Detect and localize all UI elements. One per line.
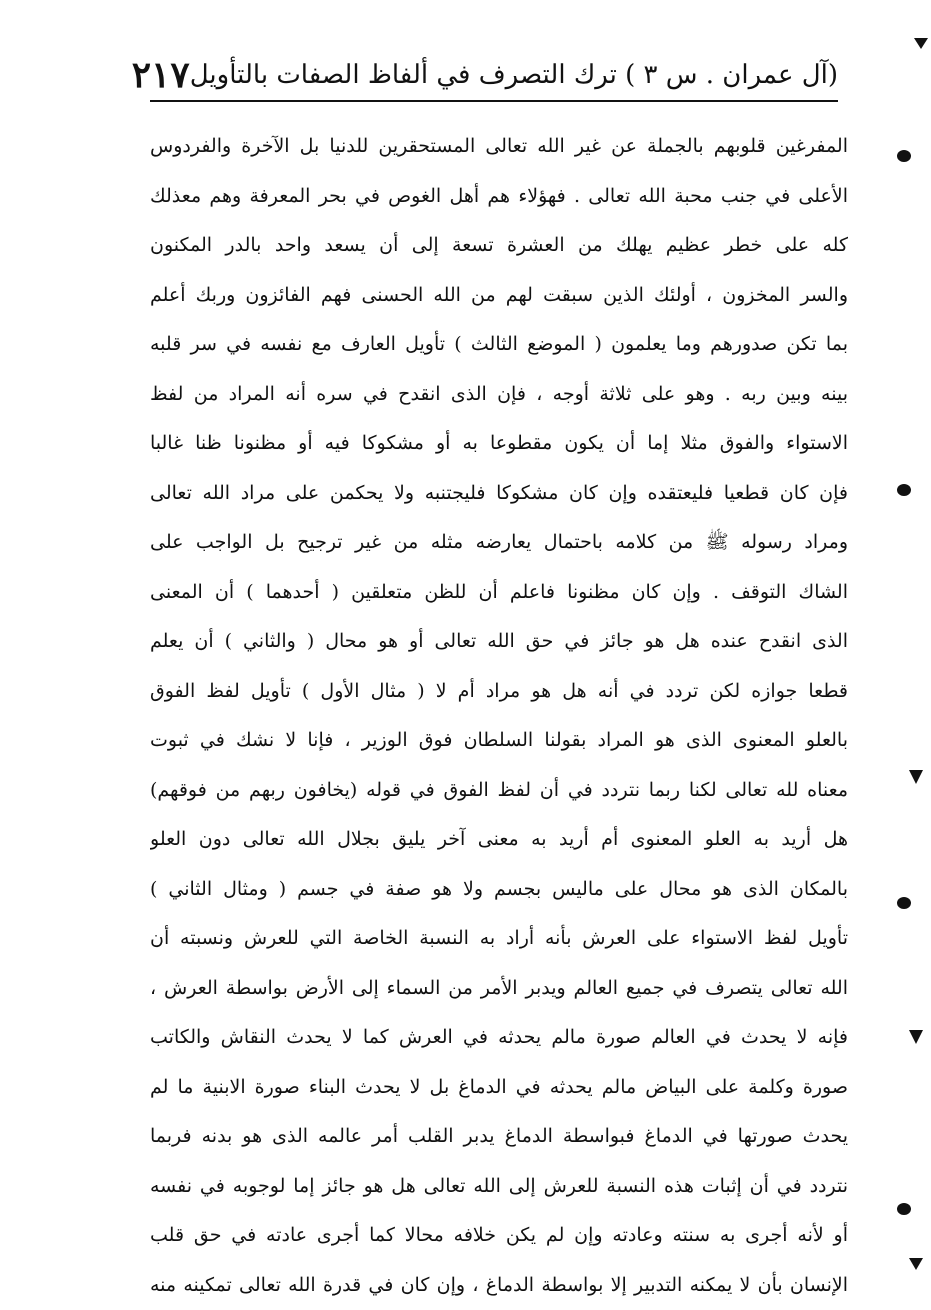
- text-line: فإنه لا يحدث في العالم صورة مالم يحدثه في العرش كما لا يحدث النقاش والكاتب: [150, 1013, 848, 1063]
- body-text: [150, 122, 848, 1310]
- text-line: نتردد في أن إثبات هذه النسبة للعرش إلى الله تعالى هل هو جائز إما لوجوبه في نفسه: [150, 1162, 848, 1212]
- text-line: بينه وبين ربه . وهو على ثلاثة أوجه ، فإن الذى انقدح في سره أنه المراد من لفظ: [150, 370, 848, 420]
- binding-mark: [909, 1030, 923, 1044]
- text-line: بما تكن صدورهم وما يعلمون ( الموضع الثالث ) تأويل العارف مع نفسه في سر قلبه: [150, 320, 848, 370]
- text-line: هل أريد به العلو المعنوى أم أريد به معنى آخر يليق بجلال الله تعالى دون العلو: [150, 815, 848, 865]
- binding-mark: [914, 38, 928, 49]
- text-line: الأعلى في جنب محبة الله تعالى . فهؤلاء هم أهل الغوص في بحر المعرفة وهم معذلك: [150, 172, 848, 222]
- text-line: فإن كان قطعيا فليعتقده وإن كان مشكوكا فليجتنبه ولا يحكمن على مراد الله تعالى: [150, 469, 848, 519]
- text-line: كله على خطر عظيم يهلك من العشرة تسعة إلى أن يسعد واحد بالدر المكنون: [150, 221, 848, 271]
- text-line: الإنسان بأن لا يمكنه التدبير إلا بواسطة الدماغ ، وإن كان في قدرة الله تعالى تمكينه منه: [150, 1261, 848, 1310]
- page-header: [150, 52, 838, 98]
- text-line: الشاك التوقف . وإن كان مظنونا فاعلم أن للظن متعلقين ( أحدهما ) أن المعنى: [150, 568, 848, 618]
- text-line: المفرغين قلوبهم بالجملة عن غير الله تعالى المستحقرين للدنيا بل الآخرة والفردوس: [150, 122, 848, 172]
- binding-mark: [909, 1258, 923, 1270]
- binding-mark: [897, 484, 911, 496]
- text-line: ومراد رسوله ﷺ من كلامه باحتمال يعارضه مثله من غير ترجيح بل الواجب على: [150, 518, 848, 568]
- text-line: بالعلو المعنوى الذى هو المراد بقولنا السلطان فوق الوزير ، فإنا لا نشك في ثبوت: [150, 716, 848, 766]
- text-line: أو لأنه أجرى به سنته وعادته وإن لم يكن خلافه محالا كما أجرى عادته في حق قلب: [150, 1211, 848, 1261]
- running-title: (آل عمران . س ٣ ) ترك التصرف في ألفاظ الصفات بالتأويل: [190, 60, 838, 90]
- text-line: الذى انقدح عنده هل هو جائز في حق الله تعالى أو هو محال ( والثاني ) أن يعلم: [150, 617, 848, 667]
- text-line: الاستواء والفوق مثلا إما أن يكون مقطوعا به أو مشكوكا فيه أو مظنونا ظنا غالبا: [150, 419, 848, 469]
- page-number: ٢١٧: [132, 54, 190, 96]
- text-line: معناه لله تعالى لكنا ربما نتردد في أن لفظ الفوق في قوله (يخافون ربهم من فوقهم): [150, 766, 848, 816]
- text-line: تأويل لفظ الاستواء على العرش بأنه أراد به النسبة الخاصة التي للعرش ونسبته أن: [150, 914, 848, 964]
- text-line: قطعا جوازه لكن تردد في أنه هل هو مراد أم لا ( مثال الأول ) تأويل لفظ الفوق: [150, 667, 848, 717]
- binding-mark: [897, 1203, 911, 1215]
- binding-mark: [909, 770, 923, 784]
- text-line: الله تعالى يتصرف في جميع العالم ويدبر الأمر من السماء إلى الأرض بواسطة العرش ،: [150, 964, 848, 1014]
- header-rule: [150, 100, 838, 102]
- text-line: يحدث صورتها في الدماغ فبواسطة الدماغ يدبر القلب أمر عالمه الذى هو بدنه فربما: [150, 1112, 848, 1162]
- text-line: والسر المخزون ، أولئك الذين سبقت لهم من الله الحسنى فهم الفائزون وربك أعلم: [150, 271, 848, 321]
- text-line: صورة وكلمة على البياض مالم يحدثه في الدماغ بل لا يحدث البناء صورة الابنية ما لم: [150, 1063, 848, 1113]
- binding-mark: [897, 150, 911, 162]
- text-line: بالمكان الذى هو محال على ماليس بجسم ولا هو صفة في جسم ( ومثال الثاني ): [150, 865, 848, 915]
- binding-mark: [897, 897, 911, 909]
